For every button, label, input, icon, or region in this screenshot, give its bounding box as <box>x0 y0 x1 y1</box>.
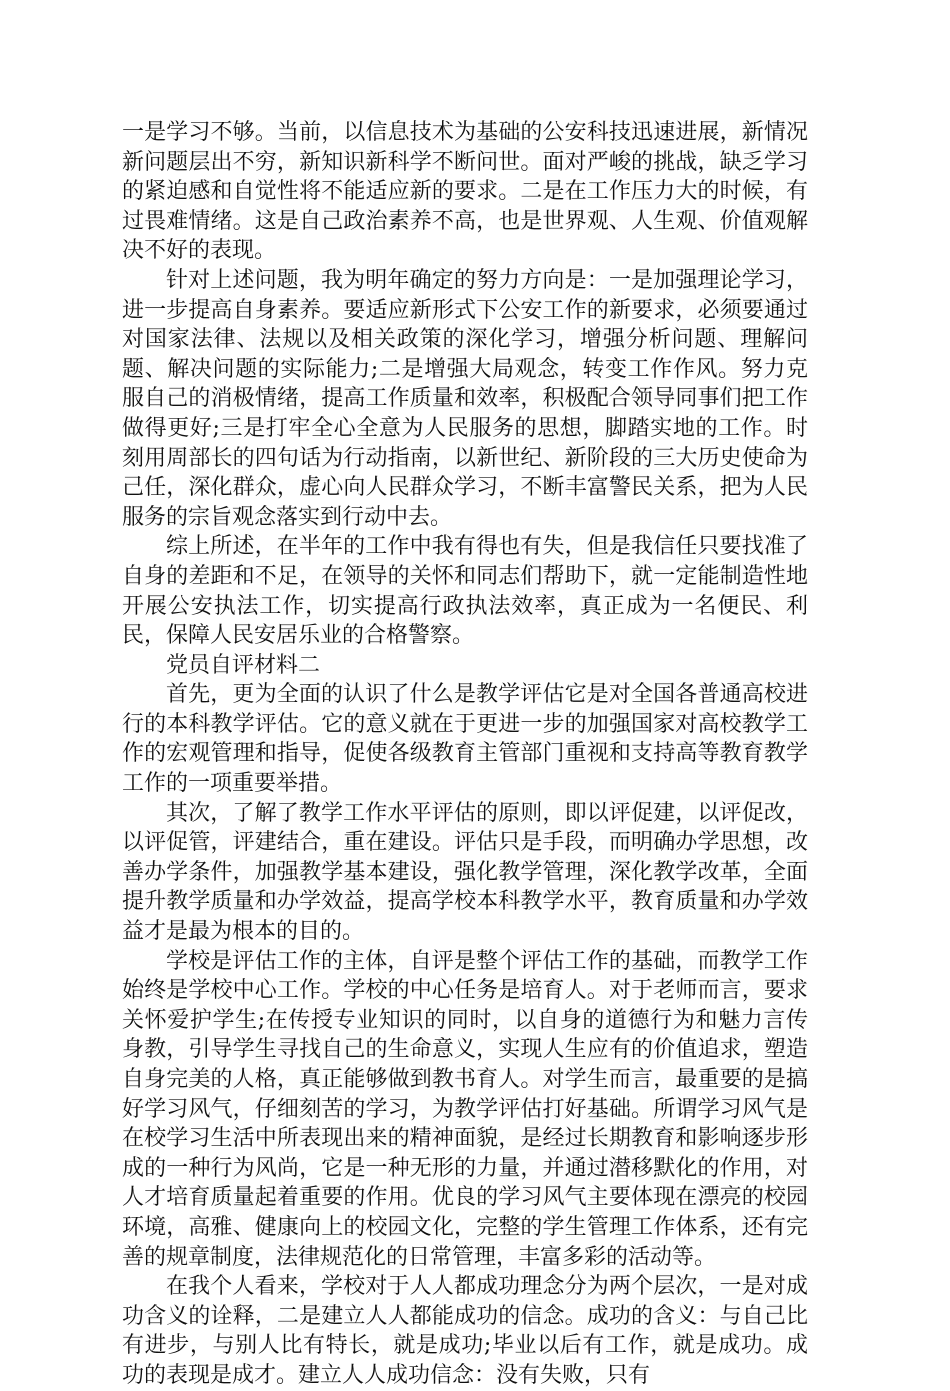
paragraph-2: 针对上述问题，我为明年确定的努力方向是：一是加强理论学习，进一步提高自身素养。要适应新形式下公安工作的新要求，必须要通过对国家法律、法规以及相关政策的深化学习，增强分析问题、理解问题、解决问题的实际能力;二是增强大局观念，转变工作作风。努力克服自己的消极情绪，提高工作质量和效率，积极配合领导同事们把工作做得更好;三是打牢全心全意为人民服务的思想，脚踏实地的工作。时刻用周部长的四句话为行动指南，以新世纪、新阶段的三大历史使命为己任，深化群众，虚心向人民群众学习，不断丰富警民关系，把为人民服务的宗旨观念落实到行动中去。 <box>122 267 808 530</box>
paragraph-4: 首先，更为全面的认识了什么是教学评估它是对全国各普通高校进行的本科教学评估。它的意义就在于更进一步的加强国家对高校教学工作的宏观管理和指导，促使各级教育主管部门重视和支持高等教育教学工作的一项重要举措。 <box>122 682 808 797</box>
paragraph-3: 综上所述，在半年的工作中我有得也有失，但是我信任只要找准了自身的差距和不足，在领导的关怀和同志们帮助下，就一定能制造性地开展公安执法工作，切实提高行政执法效率，真正成为一名便民、利民，保障人民安居乐业的合格警察。 <box>122 534 808 649</box>
document-page <box>122 118 808 1391</box>
paragraph-6: 学校是评估工作的主体，自评是整个评估工作的基础，而教学工作始终是学校中心工作。学校的中心任务是培育人。对于老师而言，要求关怀爱护学生;在传授专业知识的同时，以自身的道德行为和魅力言传身教，引导学生寻找自己的生命意义，实现人生应有的价值追求，塑造自身完美的人格，真正能够做到教书育人。对学生而言，最重要的是搞好学习风气，仔细刻苦的学习，为教学评估打好基础。所谓学习风气是在校学习生活中所表现出来的精神面貌，是经过长期教育和影响逐步形成的一种行为风尚，它是一种无形的力量，并通过潜移默化的作用，对人才培育质量起着重要的作用。优良的学习风气主要体现在漂亮的校园环境，高雅、健康向上的校园文化，完整的学生管理工作体系，还有完善的规章制度，法律规范化的日常管理，丰富多彩的活动等。 <box>122 948 808 1270</box>
paragraph-1: 一是学习不够。当前，以信息技术为基础的公安科技迅速进展，新情况新问题层出不穷，新知识新科学不断问世。面对严峻的挑战，缺乏学习的紧迫感和自觉性将不能适应新的要求。二是在工作压力大的时候，有过畏难情绪。这是自己政治素养不高，也是世界观、人生观、价值观解决不好的表现。 <box>122 120 808 264</box>
paragraph-5: 其次，了解了教学工作水平评估的原则，即以评促建，以评促改，以评促管，评建结合，重在建设。评估只是手段，而明确办学思想，改善办学条件，加强教学基本建设，强化教学管理，深化教学改革，全面提升教学质量和办学效益，提高学校本科教学水平，教育质量和办学效益才是最为根本的目的。 <box>122 800 808 945</box>
paragraph-7: 在我个人看来，学校对于人人都成功理念分为两个层次，一是对成功含义的诠释，二是建立人人都能成功的信念。成功的含义：与自己比有进步，与别人比有特长，就是成功;毕业以后有工作，就是成功。成功的表现是成才。建立人人成功信念：没有失败，只有 <box>122 1274 808 1388</box>
section-heading: 党员自评材料二 <box>166 652 321 678</box>
